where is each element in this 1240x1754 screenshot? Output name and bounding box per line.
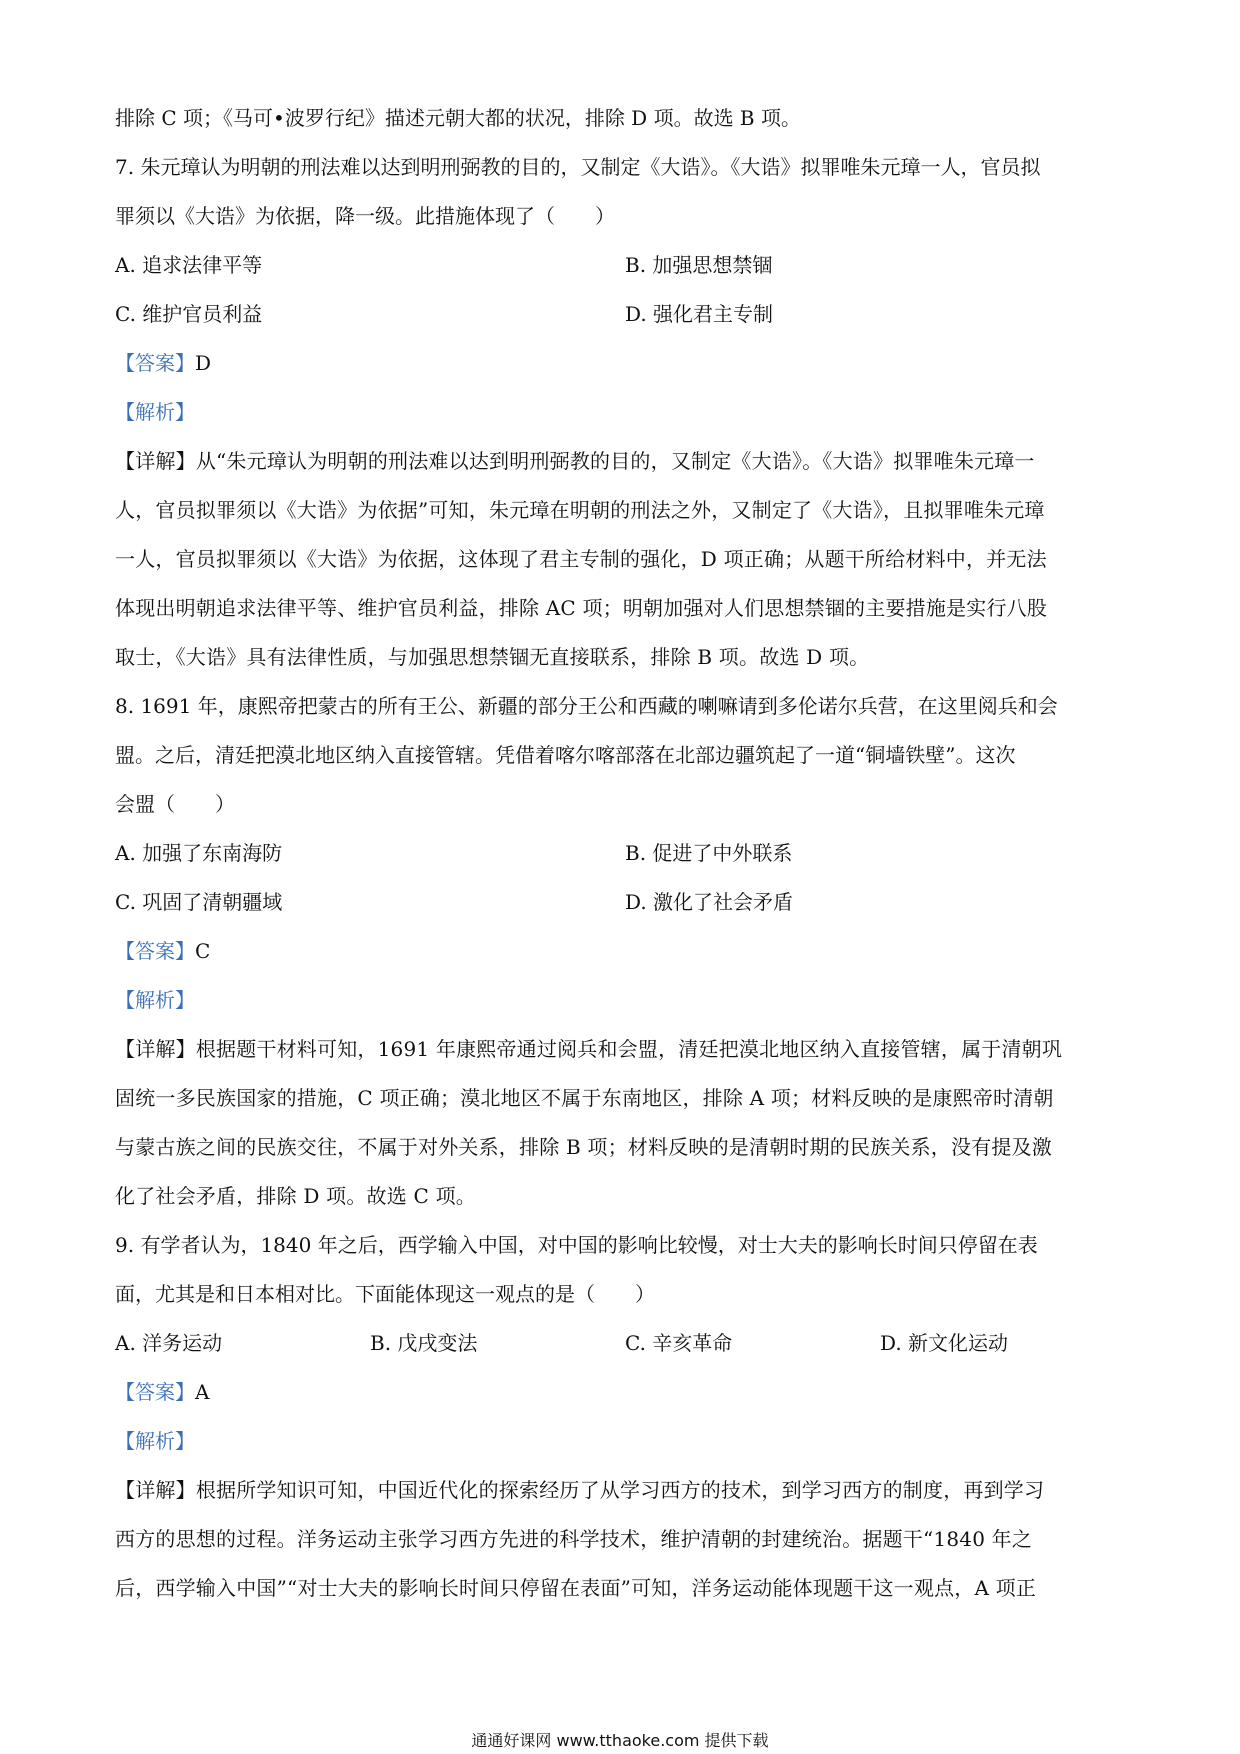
detail-line: 体现出明朝追求法律平等、维护官员利益，排除 AC 项；明朝加强对人们思想禁锢的主要措施是实行八股 [115, 596, 1048, 620]
answer-tag: 【答案】 [115, 1380, 195, 1404]
option-d: D. 激化了社会矛盾 [625, 890, 794, 914]
text-line: 排除 C 项；《马可•波罗行纪》描述元朝大都的状况，排除 D 项。故选 B 项。 [115, 106, 801, 130]
detail-tag: 【详解】 [115, 449, 196, 473]
detail-line: 人，官员拟罪须以《大诰》为依据”可知，朱元璋在明朝的刑法之外，又制定了《大诰》，且拟罪唯朱元璋 [115, 498, 1045, 522]
detail-line [115, 437, 1135, 486]
detail-paragraph [115, 437, 1135, 682]
analysis-line [115, 976, 1135, 1025]
detail-line: 取士，《大诰》具有法律性质，与加强思想禁锢无直接联系，排除 B 项。故选 D 项。 [115, 645, 870, 669]
document-page [115, 94, 1135, 1613]
detail-text: 根据所学知识可知，中国近代化的探索经历了从学习西方的技术，到学习西方的制度，再到学习 [195, 1478, 1045, 1502]
options-row [115, 241, 1135, 290]
question-stem-line: 会盟（ ） [115, 792, 235, 816]
detail-line: 化了社会矛盾，排除 D 项。故选 C 项。 [115, 1184, 476, 1208]
question-stem-line: 8. 1691 年，康熙帝把蒙古的所有王公、新疆的部分王公和西藏的喇嘛请到多伦诺尔兵营，在这里阅兵和会 [115, 694, 1058, 718]
answer-line [115, 339, 1135, 388]
option-d: D. 新文化运动 [880, 1331, 1009, 1355]
question-8 [115, 682, 1135, 1221]
option-b: B. 促进了中外联系 [625, 841, 793, 865]
detail-line: 一人，官员拟罪须以《大诰》为依据，这体现了君主专制的强化，D 项正确；从题干所给材料中，并无法 [115, 547, 1047, 571]
option-c: C. 维护官员利益 [115, 302, 263, 326]
answer-line [115, 1368, 1135, 1417]
question-9 [115, 1221, 1135, 1613]
answer-value: D [195, 351, 212, 375]
options-row [115, 290, 1135, 339]
analysis-line [115, 1417, 1135, 1466]
detail-line [115, 1466, 1135, 1515]
page-footer: 通通好课网 www.tthaoke.com 提供下载 [471, 1731, 769, 1750]
question-stem-line: 9. 有学者认为，1840 年之后，西学输入中国，对中国的影响比较慢，对士大夫的影响长时间只停留在表 [115, 1233, 1038, 1257]
answer-value: A [195, 1380, 210, 1404]
answer-value: C [195, 939, 211, 963]
detail-tag: 【详解】 [115, 1037, 196, 1061]
analysis-line [115, 388, 1135, 437]
question-stem-line: 面，尤其是和日本相对比。下面能体现这一观点的是（ ） [115, 1282, 655, 1306]
option-a: A. 追求法律平等 [115, 253, 263, 277]
question-stem-line: 7. 朱元璋认为明朝的刑法难以达到明刑弼教的目的，又制定《大诰》。《大诰》拟罪唯朱元璋一人，官员拟 [115, 155, 1041, 179]
analysis-tag: 【解析】 [115, 400, 195, 424]
detail-paragraph [115, 1466, 1135, 1613]
option-a: A. 加强了东南海防 [115, 841, 283, 865]
question-stem-line: 盟。之后，清廷把漠北地区纳入直接管辖。凭借着喀尔喀部落在北部边疆筑起了一道“铜墙铁壁”。这次 [115, 743, 1016, 767]
answer-line [115, 927, 1135, 976]
detail-line [115, 1025, 1135, 1074]
detail-text: 根据题干材料可知，1691 年康熙帝通过阅兵和会盟，清廷把漠北地区纳入直接管辖，属于清朝巩 [195, 1037, 1063, 1061]
detail-text: 从“朱元璋认为明朝的刑法难以达到明刑弼教的目的，又制定《大诰》。《大诰》拟罪唯朱元璋一 [195, 449, 1035, 473]
detail-paragraph [115, 1025, 1135, 1221]
answer-tag: 【答案】 [115, 351, 195, 375]
detail-line: 西方的思想的过程。洋务运动主张学习西方先进的科学技术，维护清朝的封建统治。据题干“1840 年之 [115, 1527, 1033, 1551]
option-c: C. 辛亥革命 [625, 1331, 733, 1355]
detail-line: 后，西学输入中国”“对士大夫的影响长时间只停留在表面”可知，洋务运动能体现题干这一观点，A 项正 [115, 1576, 1037, 1600]
options-row [115, 878, 1135, 927]
option-a: A. 洋务运动 [115, 1331, 223, 1355]
question-stem-line: 罪须以《大诰》为依据，降一级。此措施体现了（ ） [115, 204, 615, 228]
detail-tag: 【详解】 [115, 1478, 196, 1502]
detail-line: 固统一多民族国家的措施，C 项正确；漠北地区不属于东南地区，排除 A 项；材料反映的是康熙帝时清朝 [115, 1086, 1054, 1110]
analysis-tag: 【解析】 [115, 988, 195, 1012]
options-row [115, 829, 1135, 878]
option-c: C. 巩固了清朝疆域 [115, 890, 283, 914]
option-b: B. 加强思想禁锢 [625, 253, 773, 277]
options-row [115, 1319, 1135, 1368]
analysis-tag: 【解析】 [115, 1429, 195, 1453]
option-b: B. 戊戌变法 [370, 1331, 478, 1355]
detail-line: 与蒙古族之间的民族交往，不属于对外关系，排除 B 项；材料反映的是清朝时期的民族关系，没有提及激 [115, 1135, 1053, 1159]
question-7 [115, 143, 1135, 682]
option-d: D. 强化君主专制 [625, 302, 774, 326]
answer-tag: 【答案】 [115, 939, 195, 963]
